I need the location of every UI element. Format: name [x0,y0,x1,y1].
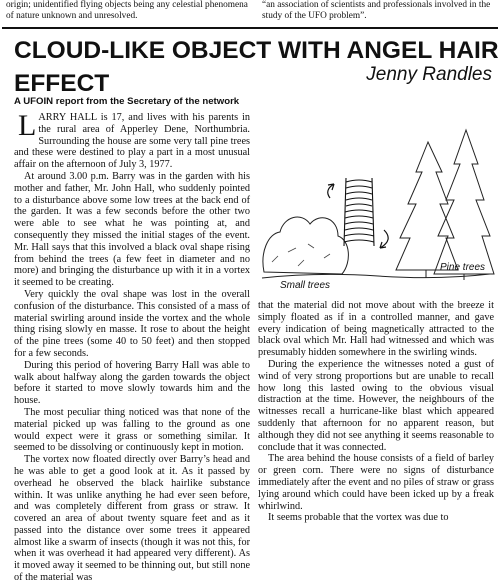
paragraph: During this period of hovering Barry Hall was able to walk about halfway along the garden towards the object before it started to move slowly towards him and the house. [14,359,250,407]
pine-trees [396,130,494,280]
paragraph: At around 3.00 p.m. Barry was in the garden with his mother and father, Mr. John Hall, who suddenly pointed to a disturbance above some low trees at the back end of the garden. It was a few seconds before the other two were able to see what he was pointing at, and consequently they missed the initial stages of the event. Mr. Hall says that this involved a black oval shape rising from behind the trees (a few feet in diameter and no more) and bringing the disturbance up with it in a vortex it seemed to be creating. [14,170,250,289]
article-title: CLOUD-LIKE OBJECT WITH ANGEL HAIR EFFECT [14,37,499,97]
article-column-right [258,300,494,524]
previous-article-tail [0,0,500,24]
sketch-illustration [258,112,494,296]
paragraph: that the material did not move about with the breeze it simply floated as if in a controlled manner, and gave every indication of being magnetically attracted to the black oval which Mr. Hall had witnessed and which was presumably hidden somewhere in the swirling winds. [258,300,494,359]
label-small-trees: Small trees [280,280,331,291]
article-author: Jenny Randles [366,64,492,85]
previous-text-left: origin; unidentified flying objects being any celestial phenomena of nature unknown and unresolved. [6,0,248,21]
label-pine-trees: Pine trees [440,262,486,273]
previous-text-right: “an association of scientists and professionals involved in the study of the UFO problem”. [262,0,491,21]
article-subtitle: A UFOIN report from the Secretary of the network [14,96,240,107]
article-column-left [14,109,250,584]
paragraph: LARRY HALL is 17, and lives with his parents in the rural area of Apperley Dene, Northumbria. Surrounding the house are some very tall pine trees and these were destined to play a part in a most unusual affair on the afternoon of July 3, 1977. [14,109,250,171]
paragraph: The most peculiar thing noticed was that none of the material picked up was falling to the ground as one would expect were it grass or something similar. It seemed to be dissolving or continuously kept in motion. [14,406,250,454]
paragraph: During the experience the witnesses noted a gust of wind of very strong proportions but are unable to recall how long this lasted owing to the obvious visual distraction at the time. However, the neighbours of the witnesses recall a hurricane-like blast which appeared suddenly that afternoon for no apparent reason, but although they did not see anything it seems reasonable to conclude that it was connected. [258,358,494,453]
drop-cap: L [18,109,37,142]
paragraph: The vortex now floated directly over Barry’s head and he was able to get a good look at it. As it passed by overhead he observed the black hairlike substance within. It was unlike anything he had ever seen before, and was completely different from grass or straw. It covered an area of about twenty square feet and as it passed into the distance over some trees it appeared almost like a swarm of insects (though it was not this, for when it was overhead it had appeared very different). As it moved away it seemed to be thinning out, but still none of the material was [14,454,250,584]
paragraph: Very quickly the oval shape was lost in the overall confusion of the disturbance. This consisted of a mass of material swirling around inside the vortex and the whole thing rising slowly en masse. It rose to about the height of the pine trees (some 40 to 50 feet) and then stopped for a few seconds. [14,288,250,359]
vortex-column [344,178,374,246]
paragraph: The area behind the house consists of a field of barley or green corn. There were no signs of disturbance immediately after the event and no piles of straw or grass lying around which could have been icked up by a freak whirlwind. [258,453,494,512]
section-divider [2,27,498,29]
paragraph: It seems probable that the vortex was due to [268,512,449,524]
